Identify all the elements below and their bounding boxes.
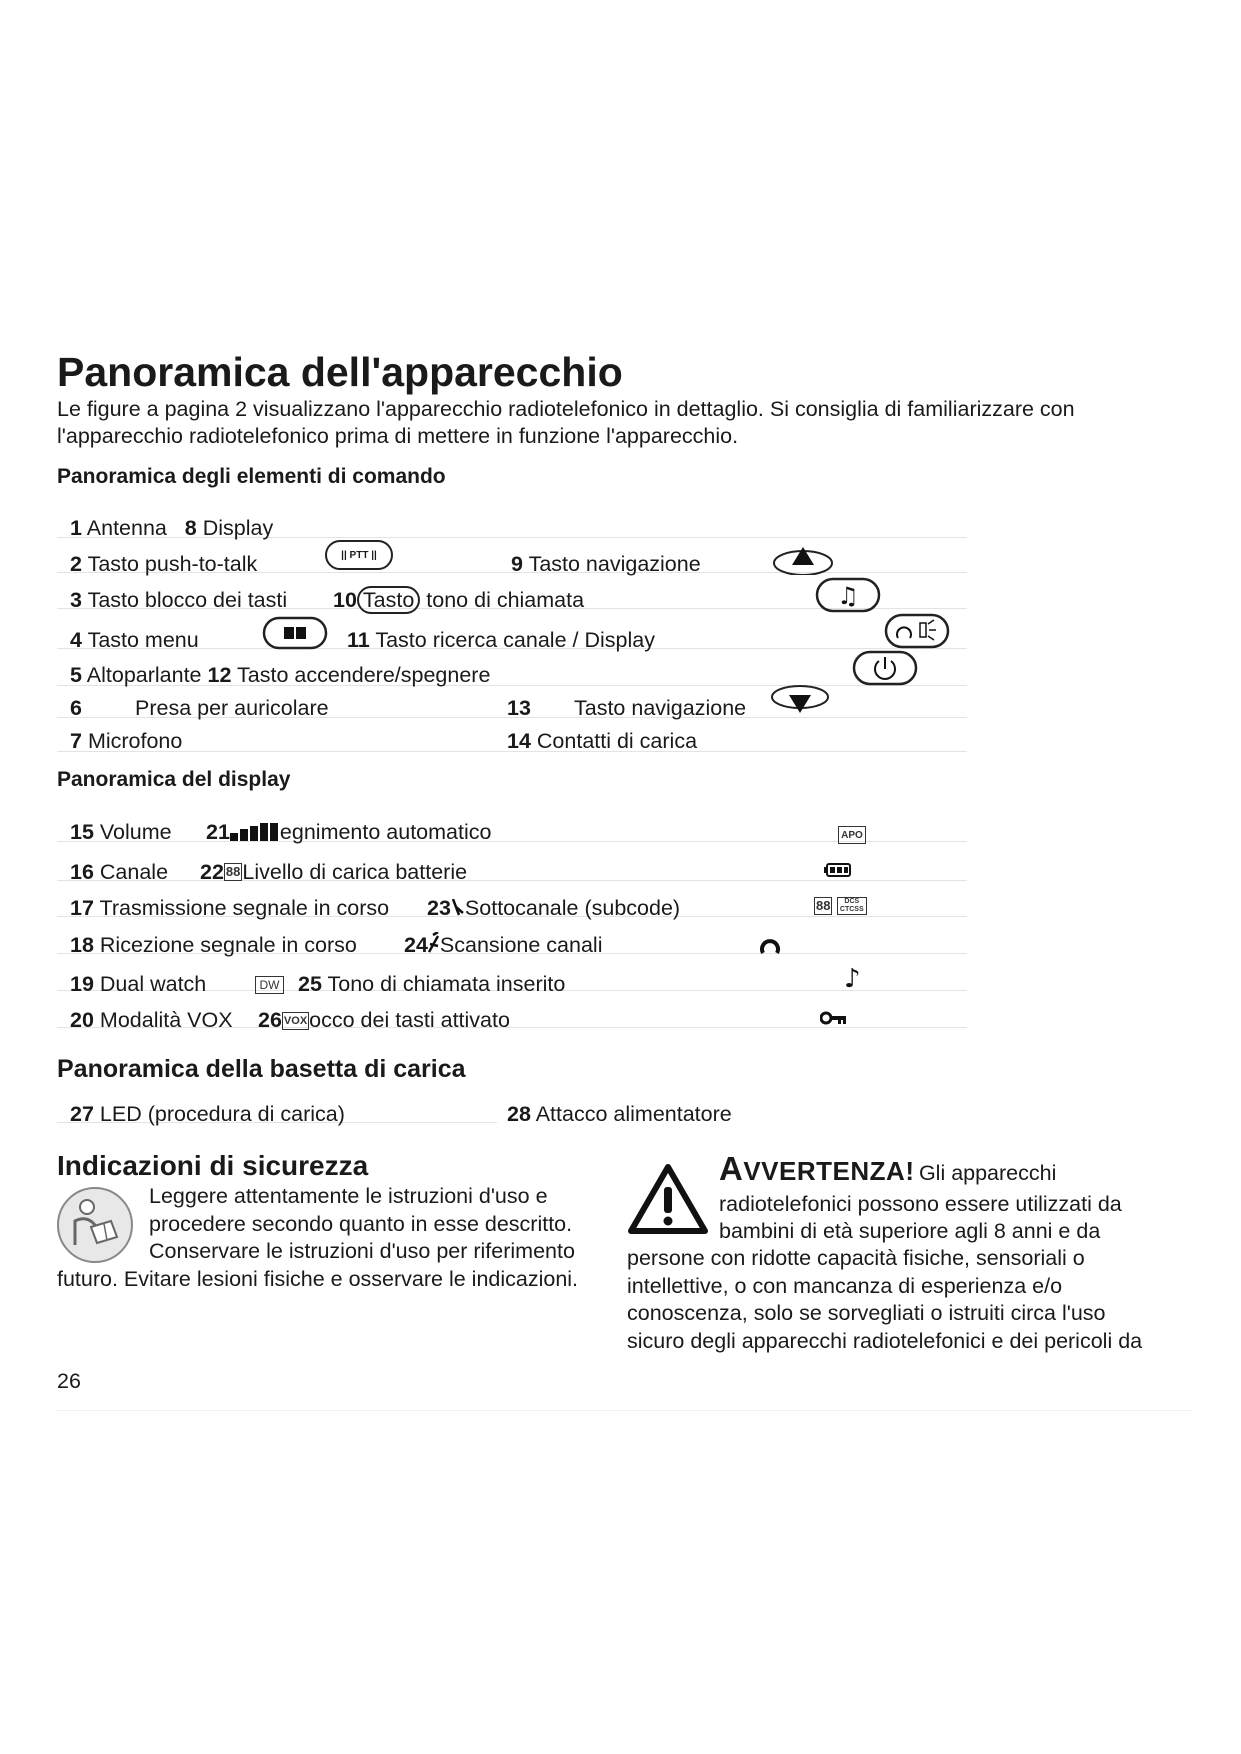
menu-button-icon [262,616,328,650]
vox-icon: VOX [282,1012,309,1030]
ringtone-note-icon: ♪ [844,964,861,994]
key-lock-icon [820,1011,848,1025]
warning-line: radiotelefonici possono essere utilizzati da [719,1192,1122,1216]
table-row: 1 Antenna 8 Display [70,516,274,540]
nav-down-icon [770,685,830,719]
table-row: 28 Attacco alimentatore [507,1102,732,1126]
power-button-icon [852,650,918,686]
table-rule [57,880,967,881]
table-row: 9 Tasto navigazione [511,552,701,576]
table-row: Tasto navigazione [574,696,747,720]
table-row: 24 Scansione canali [404,933,603,957]
safety-line: futuro. Evitare lesioni fisiche e osservare le indicazioni. [57,1267,579,1291]
table-row: 25 Tono di chiamata inserito [298,972,566,996]
table-row: 6 [70,696,82,720]
charger-heading: Panoramica della basetta di carica [57,1055,466,1083]
battery-icon [824,862,852,878]
table-row: 10 Tasto tono di chiamata [333,588,585,612]
warning-line: persone con ridotte capacità fisiche, sensoriali o [627,1246,1085,1270]
transmit-antenna-icon [451,895,465,921]
volume-bars-icon [230,821,280,847]
channel-scan-button-icon [884,613,950,649]
table-row: 20 Modalità VOX [70,1008,233,1032]
table-row: 11 Tasto ricerca canale / Display [347,628,655,652]
table-row: 3 Tasto blocco dei tasti [70,588,288,612]
table-row: 23 Sottocanale (subcode) [427,896,681,920]
table-row: 14 Contatti di carica [507,729,698,753]
table-row: 5 Altoparlante 12 Tasto accendere/spegnere [70,663,491,687]
receive-antenna-icon [428,932,440,958]
display-heading: Panoramica del display [57,768,291,791]
warning-line: intellettive, o con mancanza di esperienza e/o [627,1274,1063,1298]
safety-heading: Indicazioni di sicurezza [57,1150,369,1181]
warning-heading: AVVERTENZA! Gli apparecchi [719,1150,1057,1187]
table-row: 19 Dual watch [70,972,207,996]
table-row: 18 Ricezione segnale in corso [70,933,357,957]
page-title: Panoramica dell'apparecchio [57,349,623,395]
safety-line: Conservare le istruzioni d'uso per riferimento [149,1239,575,1263]
footer-rule [57,1410,1192,1411]
svg-text:♫: ♫ [837,582,859,610]
channel-digits-icon: 88 [225,864,241,879]
ptt-button-icon: || PTT || [325,540,393,570]
table-row: Presa per auricolare [135,696,329,720]
table-row: 17 Trasmissione segnale in corso [70,896,390,920]
table-row: 22 88Livello di carica batterie [200,860,468,884]
table-row: 7 Microfono [70,729,183,753]
intro-paragraph: Le figure a pagina 2 visualizzano l'apparecchio radiotelefonico in dettaglio. Si consiglia di familiarizzare con l'apparecchio radiotelefonico prima di mettere in funzione l'apparecchio. [57,397,1075,448]
safety-line: procedere secondo quanto in esse descritto. [149,1212,573,1236]
table-row: 2 Tasto push-to-talk [70,552,258,576]
table-row: 4 Tasto menu [70,628,199,652]
table-row: 21 egnimento automatico [206,819,491,847]
scan-icon [758,936,782,956]
dual-watch-icon: DW [255,976,284,994]
table-rule [57,841,967,842]
apo-icon: APO [838,826,866,844]
read-manual-icon [55,1185,135,1265]
table-row: 15 Volume [70,820,172,844]
table-row: 13 [507,696,531,720]
nav-up-icon [772,541,834,575]
controls-heading: Panoramica degli elementi di comando [57,465,446,488]
ringtone-button-icon [815,577,881,613]
table-row: 27 LED (procedura di carica) [70,1102,345,1126]
page-number: 26 [57,1369,81,1393]
warning-line: sicuro degli apparecchi radiotelefonici e dei pericoli da [627,1329,1143,1353]
warning-triangle-icon [627,1163,709,1235]
warning-line: bambini di età superiore agli 8 anni e da [719,1219,1101,1243]
table-row: 16 Canale [70,860,169,884]
table-row: 26 VOXocco dei tasti attivato [258,1008,510,1032]
warning-line: conoscenza, solo se sorvegliati o istruiti circa l'uso [627,1301,1106,1325]
subcode-icon: 88 DCS CTCSS [814,897,867,915]
safety-line: Leggere attentamente le istruzioni d'uso e [149,1184,548,1208]
